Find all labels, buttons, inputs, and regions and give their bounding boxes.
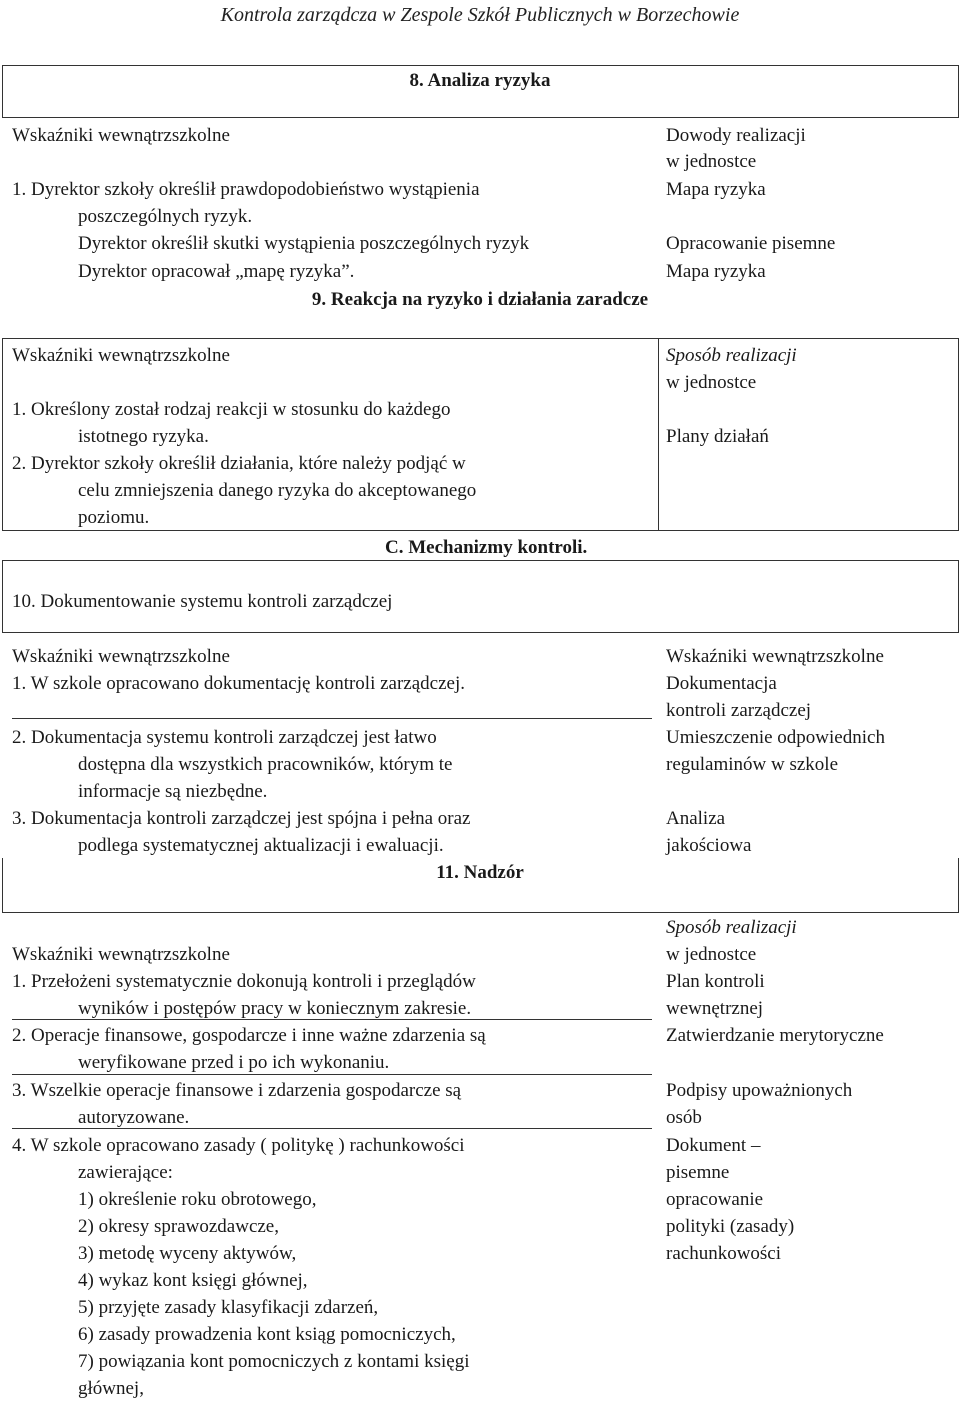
list-item: 2) okresy sprawozdawcze,: [78, 1216, 279, 1237]
list-item: 6) zasady prowadzenia kont ksiąg pomocniczych,: [78, 1324, 456, 1345]
s10-evidence1-line1: Dokumentacja: [666, 673, 777, 694]
s10-item2-line1: 2. Dokumentacja systemu kontroli zarządczej jest łatwo: [12, 727, 437, 748]
s11-title: 11. Nadzór: [436, 862, 524, 883]
s10-item3-line2: podlega systematycznej aktualizacji i ewaluacji.: [78, 835, 444, 856]
s9-item1-line1: 1. Określony został rodzaj reakcji w stosunku do każdego: [12, 399, 451, 420]
s9-item2-line1: 2. Dyrektor szkoły określił działania, które należy podjąć w: [12, 453, 466, 474]
list-item: 3) metodę wyceny aktywów,: [78, 1243, 297, 1264]
s11-item4-list: [78, 1159, 470, 1402]
list-item: 1) określenie roku obrotowego,: [78, 1189, 317, 1210]
s8-col-left-header: Wskaźniki wewnątrzszkolne: [12, 125, 230, 146]
s10-evidence3-line1: Analiza: [666, 808, 726, 829]
s11-row1-divider: [12, 1019, 652, 1020]
s10-item2-line2: dostępna dla wszystkich pracowników, którym te: [78, 754, 453, 775]
s11-right-border: [958, 858, 959, 912]
s8-col-right-header-2: w jednostce: [666, 151, 757, 172]
list-item: 7) powiązania kont pomocniczych z kontami księgi: [78, 1351, 470, 1372]
evidence-line: polityki (zasady): [666, 1216, 795, 1237]
s11-row3-divider: [12, 1128, 652, 1129]
s10-top-border: [2, 560, 959, 561]
s8-item2: Dyrektor określił skutki wystąpienia poszczególnych ryzyk: [78, 233, 530, 254]
document-header: Kontrola zarządcza w Zespole Szkół Publicznych w Borzechowie: [220, 4, 740, 26]
s11-col-left-header: Wskaźniki wewnątrzszkolne: [12, 944, 230, 965]
s11-evidence3-line2: osób: [666, 1107, 702, 1128]
s11-evidence2: Zatwierdzanie merytoryczne: [666, 1025, 884, 1046]
s9-item2-line2: celu zmniejszenia danego ryzyka do akceptowanego: [78, 480, 477, 501]
list-item: 5) przyjęte zasady klasyfikacji zdarzeń,: [78, 1297, 379, 1318]
s11-evidence4: [666, 1132, 794, 1267]
s8-item1-line1: 1. Dyrektor szkoły określił prawdopodobieństwo wystąpienia: [12, 179, 480, 200]
evidence-line: Dokument –: [666, 1135, 761, 1156]
s8-evidence2: Opracowanie pisemne: [666, 233, 836, 254]
sC-title: C. Mechanizmy kontroli.: [385, 537, 588, 558]
s8-top-border: [2, 65, 959, 66]
s9-col-right-header-1: Sposób realizacji: [666, 345, 797, 366]
s10-row1-divider: [12, 718, 652, 719]
s11-item2-line2: weryfikowane przed i po ich wykonaniu.: [78, 1052, 390, 1073]
s11-col-right-header-1: Sposób realizacji: [666, 917, 797, 938]
s8-item3: Dyrektor opracował „mapę ryzyka”.: [78, 261, 355, 282]
s10-evidence1-line2: kontroli zarządczej: [666, 700, 812, 721]
s8-title: 8. Analiza ryzyka: [409, 70, 551, 91]
s11-item1-line1: 1. Przełożeni systematycznie dokonują kontroli i przeglądów: [12, 971, 476, 992]
s8-evidence3: Mapa ryzyka: [666, 261, 766, 282]
s10-col-right-header: Wskaźniki wewnątrzszkolne: [666, 646, 884, 667]
list-item: głównej,: [78, 1378, 144, 1399]
s10-item3-line1: 3. Dokumentacja kontroli zarządczej jest spójna i pełna oraz: [12, 808, 471, 829]
evidence-line: opracowanie: [666, 1189, 764, 1210]
s11-item3-line2: autoryzowane.: [78, 1107, 190, 1128]
s11-item3-line1: 3. Wszelkie operacje finansowe i zdarzenia gospodarcze są: [12, 1080, 462, 1101]
s10-left-border: [2, 560, 3, 632]
s8-title-divider: [2, 117, 959, 118]
s11-top-border: [2, 912, 959, 913]
s9-item2-line3: poziomu.: [78, 507, 150, 528]
s10-item1: 1. W szkole opracowano dokumentację kontroli zarządczej.: [12, 673, 466, 694]
s10-evidence3-line2: jakościowa: [666, 835, 752, 856]
list-item: 4) wykaz kont księgi głównej,: [78, 1270, 308, 1291]
list-item: zawierające:: [78, 1162, 173, 1183]
s8-item1-line2: poszczególnych ryzyk.: [78, 206, 253, 227]
s10-header-divider: [2, 632, 959, 633]
s9-col-left-header: Wskaźniki wewnątrzszkolne: [12, 345, 230, 366]
s9-left-border: [2, 338, 3, 530]
s11-item2-line1: 2. Operacje finansowe, gospodarcze i inne ważne zdarzenia są: [12, 1025, 486, 1046]
evidence-line: rachunkowości: [666, 1243, 782, 1264]
s10-evidence2-line2: regulaminów w szkole: [666, 754, 839, 775]
s10-item2-line3: informacje są niezbędne.: [78, 781, 268, 802]
s10-col-left-header: Wskaźniki wewnątrzszkolne: [12, 646, 230, 667]
s9-title: 9. Reakcja na ryzyko i działania zaradcze: [311, 289, 649, 310]
s10-title: 10. Dokumentowanie systemu kontroli zarządczej: [12, 591, 393, 612]
evidence-line: pisemne: [666, 1162, 730, 1183]
s10-right-border: [958, 560, 959, 632]
s11-evidence3-line1: Podpisy upoważnionych: [666, 1080, 853, 1101]
s9-right-bottom-border: [658, 530, 959, 531]
s9-col-right-header-2: w jednostce: [666, 372, 757, 393]
s10-evidence2-line1: Umieszczenie odpowiednich: [666, 727, 885, 748]
s11-evidence1-line2: wewnętrznej: [666, 998, 764, 1019]
s11-row2-divider: [12, 1074, 652, 1075]
s8-col-right-header-1: Dowody realizacji: [666, 125, 806, 146]
s9-column-divider: [658, 338, 659, 530]
s11-left-border: [2, 858, 3, 912]
s9-evidence1: Plany działań: [666, 426, 769, 447]
s9-item1-line2: istotnego ryzyka.: [78, 426, 209, 447]
s8-evidence1: Mapa ryzyka: [666, 179, 766, 200]
s11-col-right-header-2: w jednostce: [666, 944, 757, 965]
s9-header-divider: [2, 338, 959, 339]
s9-right-border: [958, 338, 959, 530]
s11-item1-line2: wyników i postępów pracy w koniecznym zakresie.: [78, 998, 472, 1019]
s11-evidence1-line1: Plan kontroli: [666, 971, 765, 992]
s11-item4-line1: 4. W szkole opracowano zasady ( politykę ) rachunkowości: [12, 1135, 465, 1156]
